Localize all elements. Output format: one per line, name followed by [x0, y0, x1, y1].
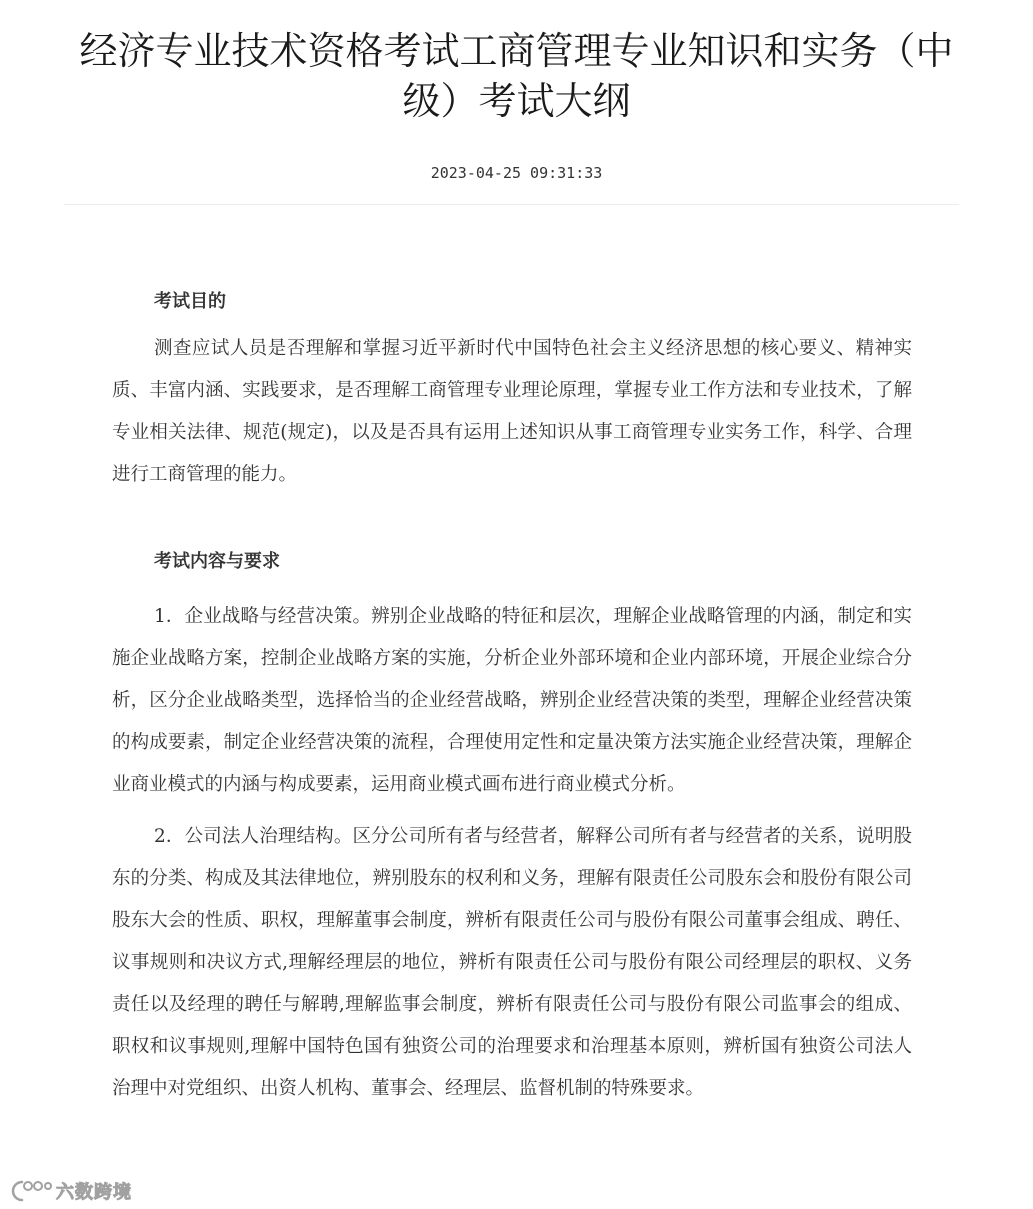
- watermark: [8, 1176, 132, 1206]
- paragraph-strategy-decision: 1．企业战略与经营决策。辨别企业战略的特征和层次，理解企业战略管理的内涵，制定和实施企业战略方案，控制企业战略方案的实施，分析企业外部环境和企业内部环境，开展企业综合分析，区分企业战略类型，选择恰当的企业经营战略，辨别企业经营决策的类型，理解企业经营决策的构成要素，制定企业经营决策的流程，合理使用定性和定量决策方法实施企业经营决策，理解企业商业模式的内涵与构成要素，运用商业模式画布进行商业模式分析。: [112, 606, 912, 795]
- watermark-text: 六数跨境: [56, 1182, 132, 1203]
- article-body: [112, 280, 912, 1110]
- page-title: 经济专业技术资格考试工商管理专业知识和实务（中级）考试大纲: [79, 29, 954, 123]
- paragraph-corporate-governance: 2．公司法人治理结构。区分公司所有者与经营者，解释公司所有者与经营者的关系，说明股东的分类、构成及其法律地位，辨别股东的权利和义务，理解有限责任公司股东会和股份有限公司股东大会的性质、职权，理解董事会制度，辨析有限责任公司与股份有限公司董事会组成、聘任、议事规则和决议方式,理解经理层的地位，辨析有限责任公司与股份有限公司经理层的职权、义务责任以及经理的聘任与解聘,理解监事会制度，辨析有限责任公司与股份有限公司监事会的组成、职权和议事规则,理解中国特色国有独资公司的治理要求和治理基本原则，辨析国有独资公司法人治理中对党组织、出资人机构、董事会、经理层、监督机制的特殊要求。: [112, 826, 912, 1099]
- logo-icon: [8, 1178, 52, 1204]
- section-heading-exam-content: 考试内容与要求: [154, 551, 280, 572]
- paragraph-exam-purpose: 测查应试人员是否理解和掌握习近平新时代中国特色社会主义经济思想的核心要义、精神实质、丰富内涵、实践要求，是否理解工商管理专业理论原理，掌握专业工作方法和专业技术，了解专业相关法律、规范(规定)，以及是否具有运用上述知识从事工商管理专业实务工作，科学、合理进行工商管理的能力。: [112, 338, 912, 485]
- title-divider: [64, 204, 959, 205]
- publish-date: 2023-04-25 09:31:33: [430, 164, 603, 182]
- section-heading-exam-purpose: 考试目的: [154, 291, 226, 312]
